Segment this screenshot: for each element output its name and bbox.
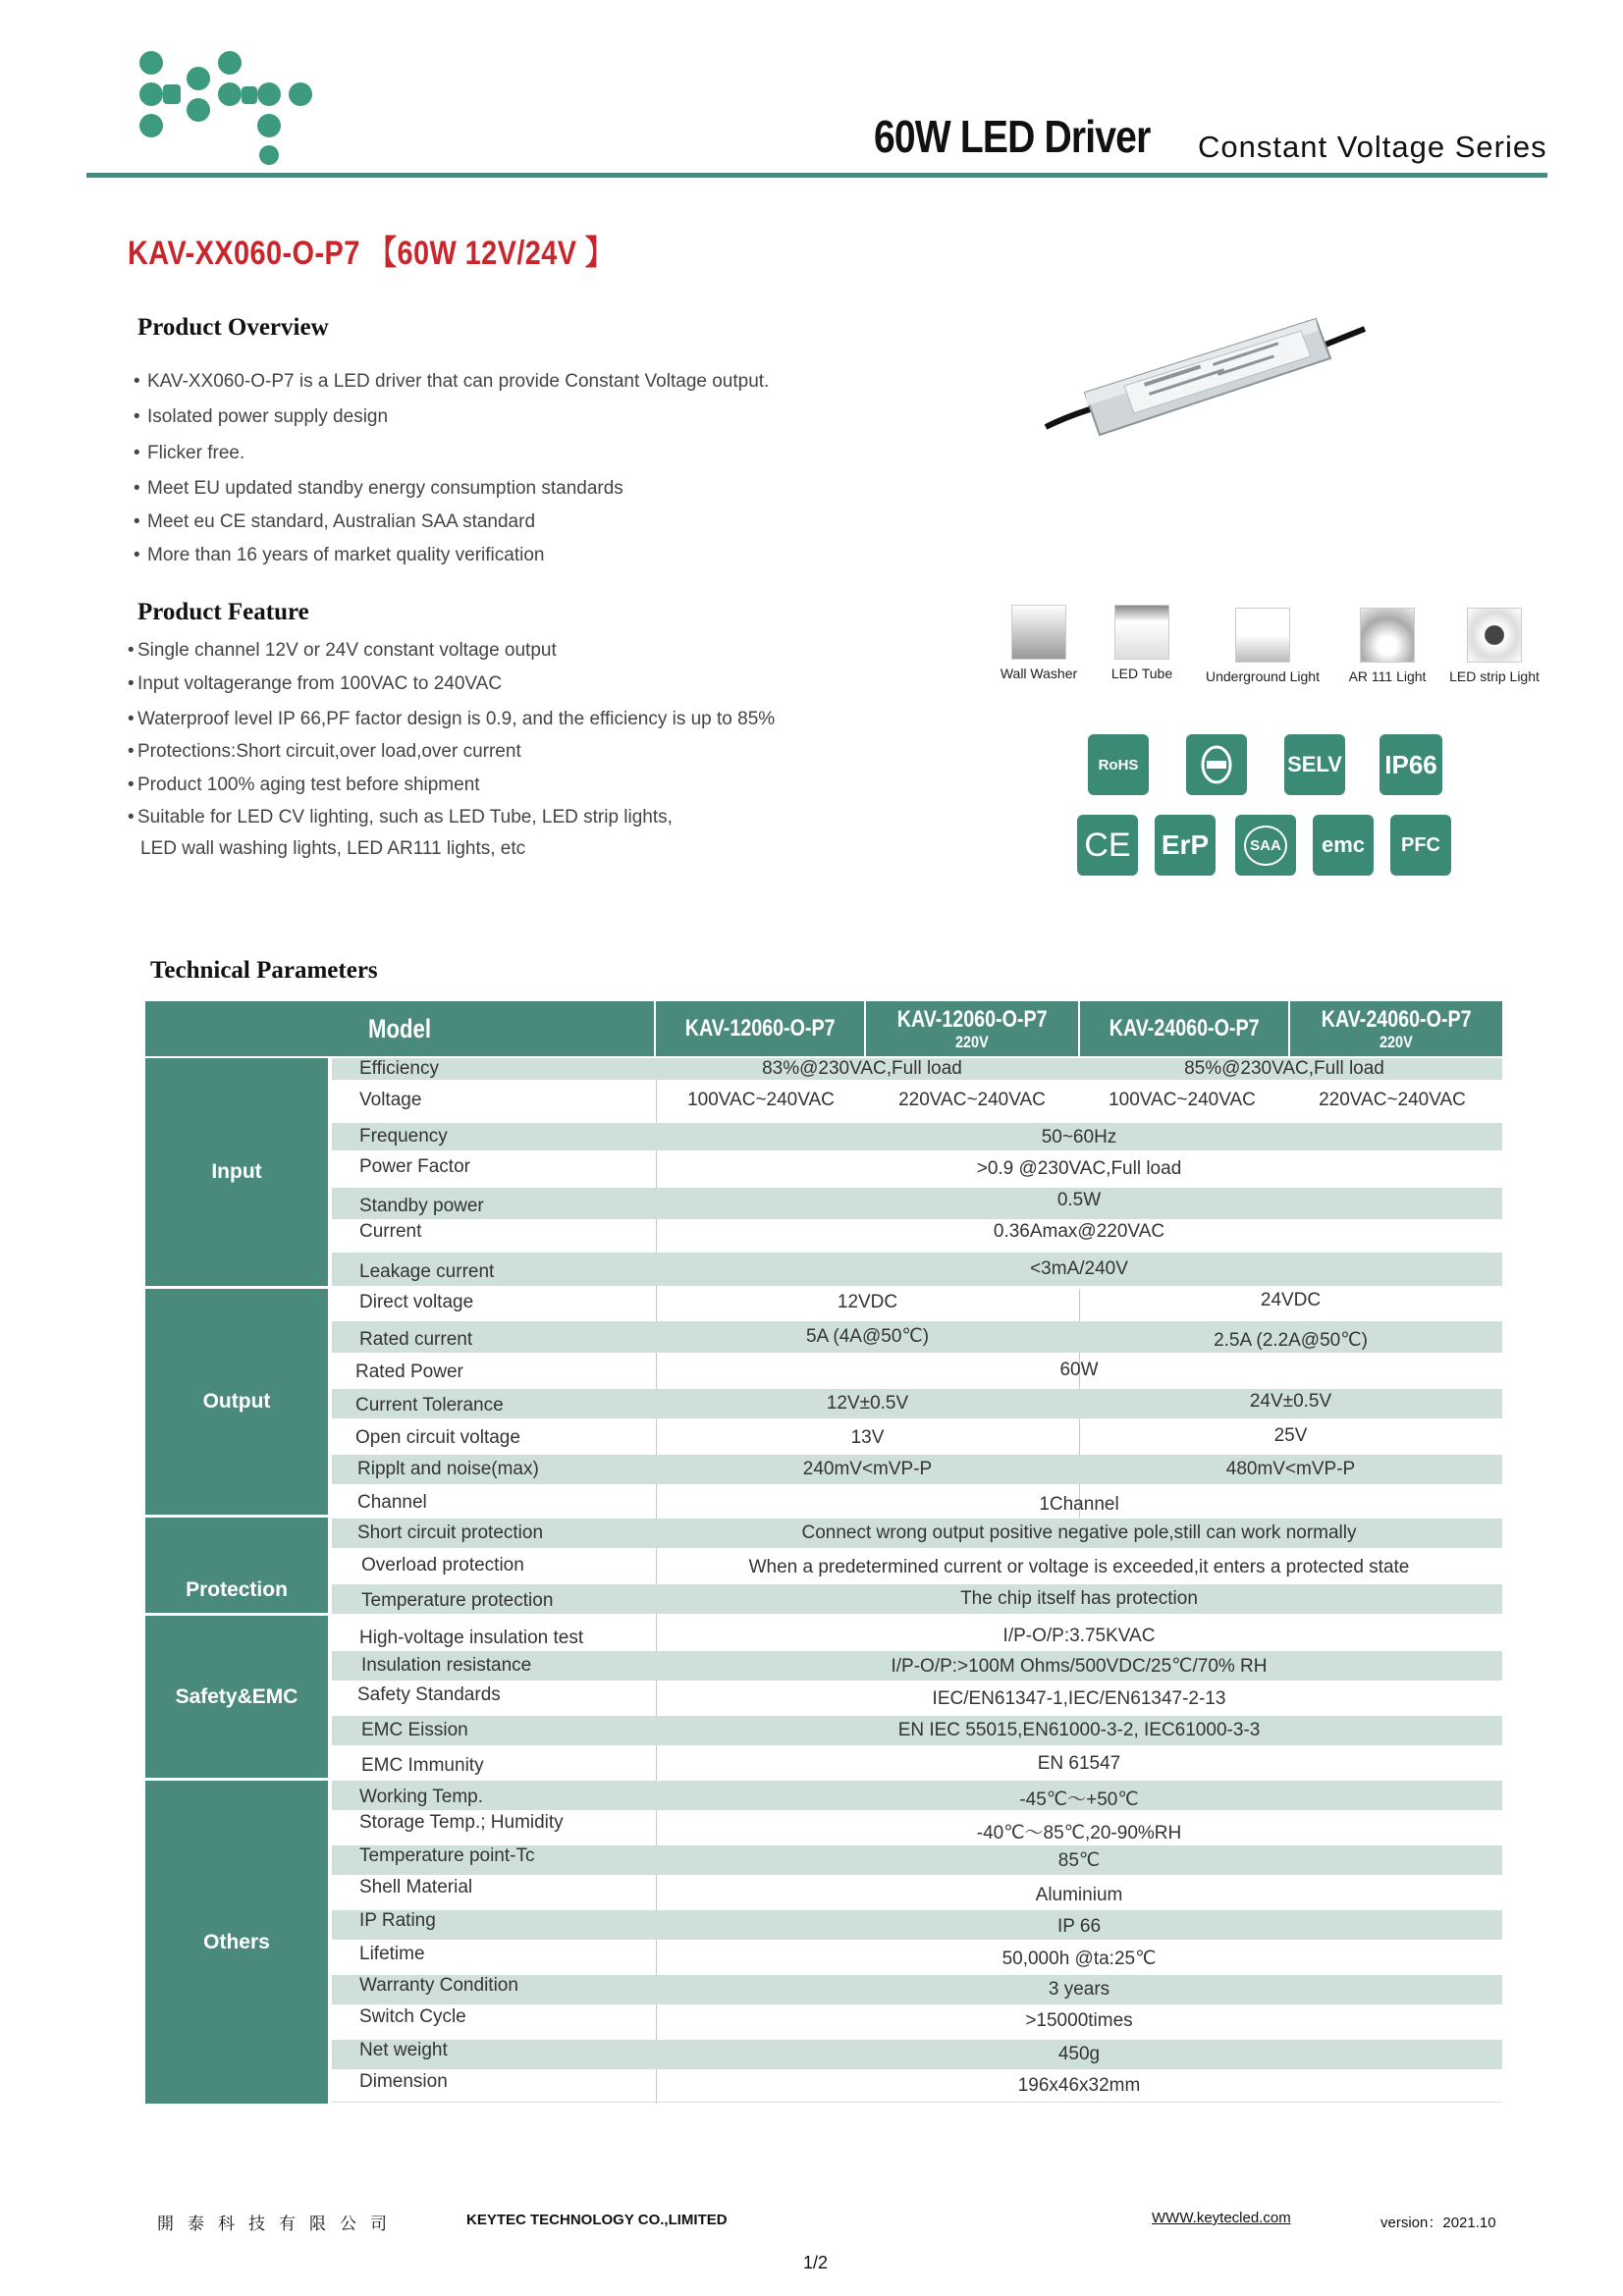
table-row: Current Tolerance 12V±0.5V 24V±0.5V	[332, 1389, 1502, 1418]
emc-icon: emc	[1313, 815, 1374, 876]
safety-class-icon	[1186, 734, 1247, 795]
model-col-3: KAV-24060-O-P7	[1080, 1001, 1288, 1056]
table-row: Net weight 450g	[332, 2040, 1502, 2069]
table-row: Ripplt and noise(max) 240mV<mVP-P 480mV<mVP-P	[332, 1455, 1502, 1484]
table-row: Lifetime 50,000h @ta:25℃	[359, 1944, 1157, 1969]
table-row: Working Temp. -45℃～+50℃	[332, 1781, 1502, 1810]
model-col-2: KAV-12060-O-P7 220V	[866, 1001, 1078, 1056]
footer-company-name: KEYTEC TECHNOLOGY CO.,LIMITED	[466, 2212, 728, 2228]
group-input: Input	[145, 1058, 328, 1289]
group-protection: Protection	[145, 1518, 328, 1616]
feature-title: Product Feature	[137, 599, 309, 625]
table-row: Standby power 0.5W	[332, 1188, 1502, 1219]
table-row: EMC Eission EN IEC 55015,EN61000-3-2, IEC61000-3-3	[332, 1716, 1502, 1745]
rohs-icon: RoHS	[1088, 734, 1149, 795]
table-row: Temperature point-Tc 85℃	[332, 1845, 1502, 1875]
footer-version: version：2021.10	[1380, 2215, 1496, 2231]
feature-list	[128, 640, 933, 876]
table-row: EMC Immunity EN 61547	[361, 1753, 1121, 1776]
footer-website-link[interactable]: WWW.keytecled.com	[1152, 2210, 1291, 2226]
product-image	[1036, 299, 1370, 466]
list-item: • More than 16 years of market quality verification	[134, 545, 545, 565]
app-underground-light: Underground Light	[1204, 608, 1322, 684]
wall-washer-icon	[1011, 605, 1066, 660]
table-row: Channel 1Channel	[357, 1492, 1119, 1515]
erp-icon: ErP	[1155, 815, 1216, 876]
spec-table	[145, 1001, 1502, 2101]
pfc-icon: PFC	[1390, 815, 1451, 876]
list-item: • Protections:Short circuit,over load,over current	[128, 741, 521, 762]
app-ar111-light: AR 111 Light	[1328, 608, 1446, 684]
group-output: Output	[145, 1289, 328, 1518]
table-row: Direct voltage 12VDC 24VDC	[359, 1290, 1322, 1312]
table-row: Warranty Condition 3 years	[332, 1975, 1502, 2004]
technical-parameters-title: Technical Parameters	[150, 957, 378, 984]
list-item: • Isolated power supply design	[134, 406, 389, 427]
document-series: Constant Voltage Series	[1198, 130, 1547, 164]
document-title: 60W LED Driver	[874, 111, 1151, 162]
selv-icon: SELV	[1284, 734, 1345, 795]
ip66-icon: IP66	[1380, 734, 1442, 795]
list-item: • Single channel 12V or 24V constant voltage output	[128, 640, 557, 661]
table-row: Open circuit voltage 13V 25V	[355, 1425, 1308, 1448]
list-item: • Waterproof level IP 66,PF factor design is 0.9, and the efficiency is up to 85%	[128, 709, 776, 729]
list-item: • Flicker free.	[134, 443, 245, 463]
list-item: • Meet eu CE standard, Australian SAA standard	[134, 511, 536, 532]
underground-light-icon	[1235, 608, 1290, 663]
header-divider	[86, 173, 1547, 178]
company-logo	[137, 49, 314, 165]
list-item: • Meet EU updated standby energy consumption standards	[134, 478, 623, 499]
led-strip-icon	[1467, 608, 1522, 663]
table-row: Storage Temp.; Humidity -40℃～85℃,20-90%RH	[359, 1812, 1182, 1843]
model-col-1: KAV-12060-O-P7	[656, 1001, 864, 1056]
footer-company-chinese: 開泰科技有限公司	[157, 2215, 401, 2234]
list-item: • KAV-XX060-O-P7 is a LED driver that can provide Constant Voltage output.	[134, 371, 770, 392]
overview-list	[134, 371, 880, 577]
table-row: Short circuit protection Connect wrong output positive negative pole,still can work normally	[332, 1519, 1502, 1548]
table-row: Dimension 196x46x32mm	[332, 2071, 1502, 2103]
table-row: Shell Material Aluminium	[359, 1877, 1123, 1905]
table-row: Safety Standards IEC/EN61347-1,IEC/EN61347-2-13	[357, 1684, 1226, 1709]
saa-icon: SAA	[1235, 815, 1296, 876]
table-row: Rated current 5A (4A@50℃) 2.5A (2.2A@50℃)	[332, 1321, 1502, 1353]
list-item: • Input voltagerange from 100VAC to 240VAC	[128, 673, 503, 694]
table-row: Leakage current <3mA/240V	[332, 1253, 1502, 1286]
list-item: • Product 100% aging test before shipment	[128, 774, 480, 795]
list-item: • Suitable for LED CV lighting, such as LED Tube, LED strip lights,	[128, 807, 673, 828]
table-row: Insulation resistance I/P-O/P:>100M Ohms/500VDC/25℃/70% RH	[332, 1651, 1502, 1681]
table-row: Overload protection When a predetermined current or voltage is exceeded,it enters a protected state	[361, 1555, 1410, 1577]
model-col-4: KAV-24060-O-P7 220V	[1290, 1001, 1502, 1056]
table-row: Power Factor >0.9 @230VAC,Full load	[359, 1156, 1182, 1179]
model-header: Model	[145, 1001, 654, 1056]
app-led-strip-light: LED strip Light	[1435, 608, 1553, 684]
table-row: Efficiency 83%@230VAC,Full load 85%@230VAC,Full load	[332, 1058, 1502, 1080]
ar111-light-icon	[1360, 608, 1415, 663]
app-led-tube: LED Tube	[1083, 605, 1201, 681]
model-heading: KAV-XX060-O-P7 【60W 12V/24V 】	[128, 235, 615, 272]
ce-icon: CE	[1077, 815, 1138, 876]
list-item: LED wall washing lights, LED AR111 lights, etc	[140, 838, 526, 859]
table-row: IP Rating IP 66	[332, 1910, 1502, 1940]
table-row: High-voltage insulation test I/P-O/P:3.75KVAC	[359, 1626, 1156, 1648]
app-wall-washer: Wall Washer	[980, 605, 1098, 681]
table-row: Voltage 100VAC~240VAC 220VAC~240VAC 100VAC~240VAC 220VAC~240VAC	[359, 1090, 1466, 1110]
overview-title: Product Overview	[137, 314, 329, 341]
table-row: Rated Power 60W	[355, 1360, 1099, 1382]
table-row: Frequency 50~60Hz	[332, 1123, 1502, 1150]
table-row: Switch Cycle >15000times	[359, 2006, 1133, 2031]
group-others: Others	[145, 1781, 328, 2104]
page-number: 1/2	[803, 2253, 829, 2272]
led-tube-icon	[1114, 605, 1169, 660]
table-row: Current 0.36Amax@220VAC	[359, 1221, 1165, 1242]
table-row: Temperature protection The chip itself has protection	[332, 1584, 1502, 1614]
group-safety-emc: Safety&EMC	[145, 1616, 328, 1781]
